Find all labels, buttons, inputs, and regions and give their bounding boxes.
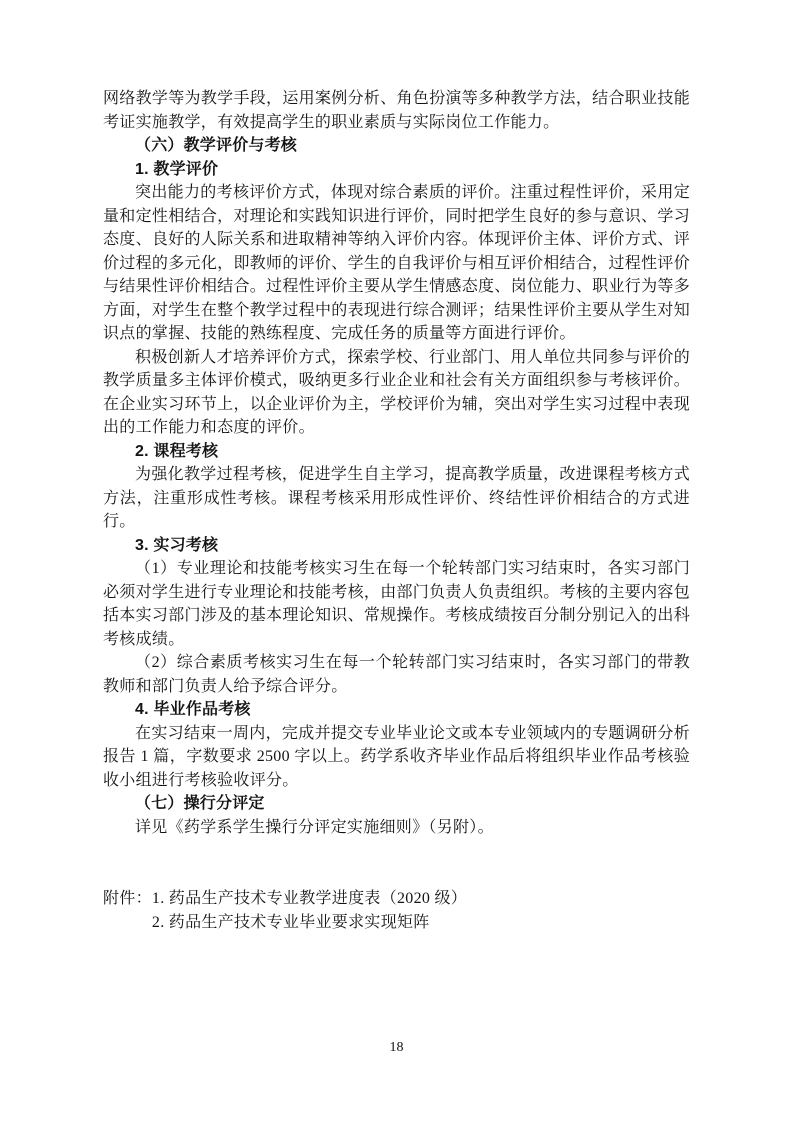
attachment-item-1: 1. 药品生产技术专业教学进度表（2020 级） [151,890,468,907]
paragraph-course-assessment: 为强化教学过程考核，促进学生自主学习，提高教学质量，改进课程考核方式方法，注重形成性考核。课程考核采用形成性评价、终结性评价相结合的方式进行。 [103,466,690,530]
attachments-block [103,887,690,934]
paragraph-conduct-score: 详见《药学系学生操行分评定实施细则》（另附）。 [135,818,494,836]
paragraph-internship-comprehensive: （2）综合素质考核实习生在每一个轮转部门实习结束时，各实习部门的带教教师和部门负责人给予综合评分。 [103,654,690,695]
paragraph-evaluation-methods: 突出能力的考核评价方式，体现对综合素质的评价。注重过程性评价，采用定量和定性相结合，对理论和实践知识进行评价，同时把学生良好的参与意识、学习态度、良好的人际关系和进取精神等纳入评价内容。体现评价主体、评价方式、评价过程的多元化，即教师的评价、学生的自我评价与相互评价相结合，过程性评价与结果性评价相结合。过程性评价主要从学生情感态度、岗位能力、职业行为等多方面，对学生在整个教学过程中的表现进行综合测评；结果性评价主要从学生对知识点的掌握、技能的熟练程度、完成任务的质量等方面进行评价。 [103,184,690,342]
subsection-heading-course-assessment: 2. 课程考核 [135,442,219,460]
attachments-list [152,887,467,934]
attachments-label: 附件： [103,890,152,907]
paragraph-internship-theory-skills: （1）专业理论和技能考核实习生在每一个轮转部门实习结束时，各实习部门必须对学生进行专业理论和技能考核，由部门负责人负责组织。考核的主要内容包括本实习部门涉及的基本理论知识、常规操作。考核成绩按百分制分别记入的出科考核成绩。 [103,560,690,648]
paragraph-evaluation-innovation: 积极创新人才培养评价方式，探索学校、行业部门、用人单位共同参与评价的教学质量多主体评价模式，吸纳更多行业企业和社会有关方面组织参与考核评价。在企业实习环节上，以企业评价为主，学校评价为辅，突出对学生实习过程中表现出的工作能力和态度的评价。 [103,348,690,436]
section-heading-6: （六）教学评价与考核 [135,137,298,154]
subsection-heading-teaching-evaluation: 1. 教学评价 [135,160,219,178]
attachment-item-2: 2. 药品生产技术专业毕业要求实现矩阵 [151,913,430,931]
paragraph-teaching-methods: 网络教学等为教学手段，运用案例分析、角色扮演等多种教学方法，结合职业技能考证实施教学，有效提高学生的职业素质与实际岗位工作能力。 [103,90,690,131]
document-content [103,87,690,934]
section-heading-7: （七）操行分评定 [135,795,265,812]
subsection-heading-internship-assessment: 3. 实习考核 [135,536,219,554]
paragraph-graduation-work: 在实习结束一周内，完成并提交专业毕业论文或本专业领域内的专题调研分析报告 1 篇，字数要求 2500 字以上。药学系收齐毕业作品后将组织毕业作品考核验收小组进行考核验收评分。 [103,724,690,789]
subsection-heading-graduation-work: 4. 毕业作品考核 [135,701,251,718]
page-number: 18 [389,1040,404,1055]
